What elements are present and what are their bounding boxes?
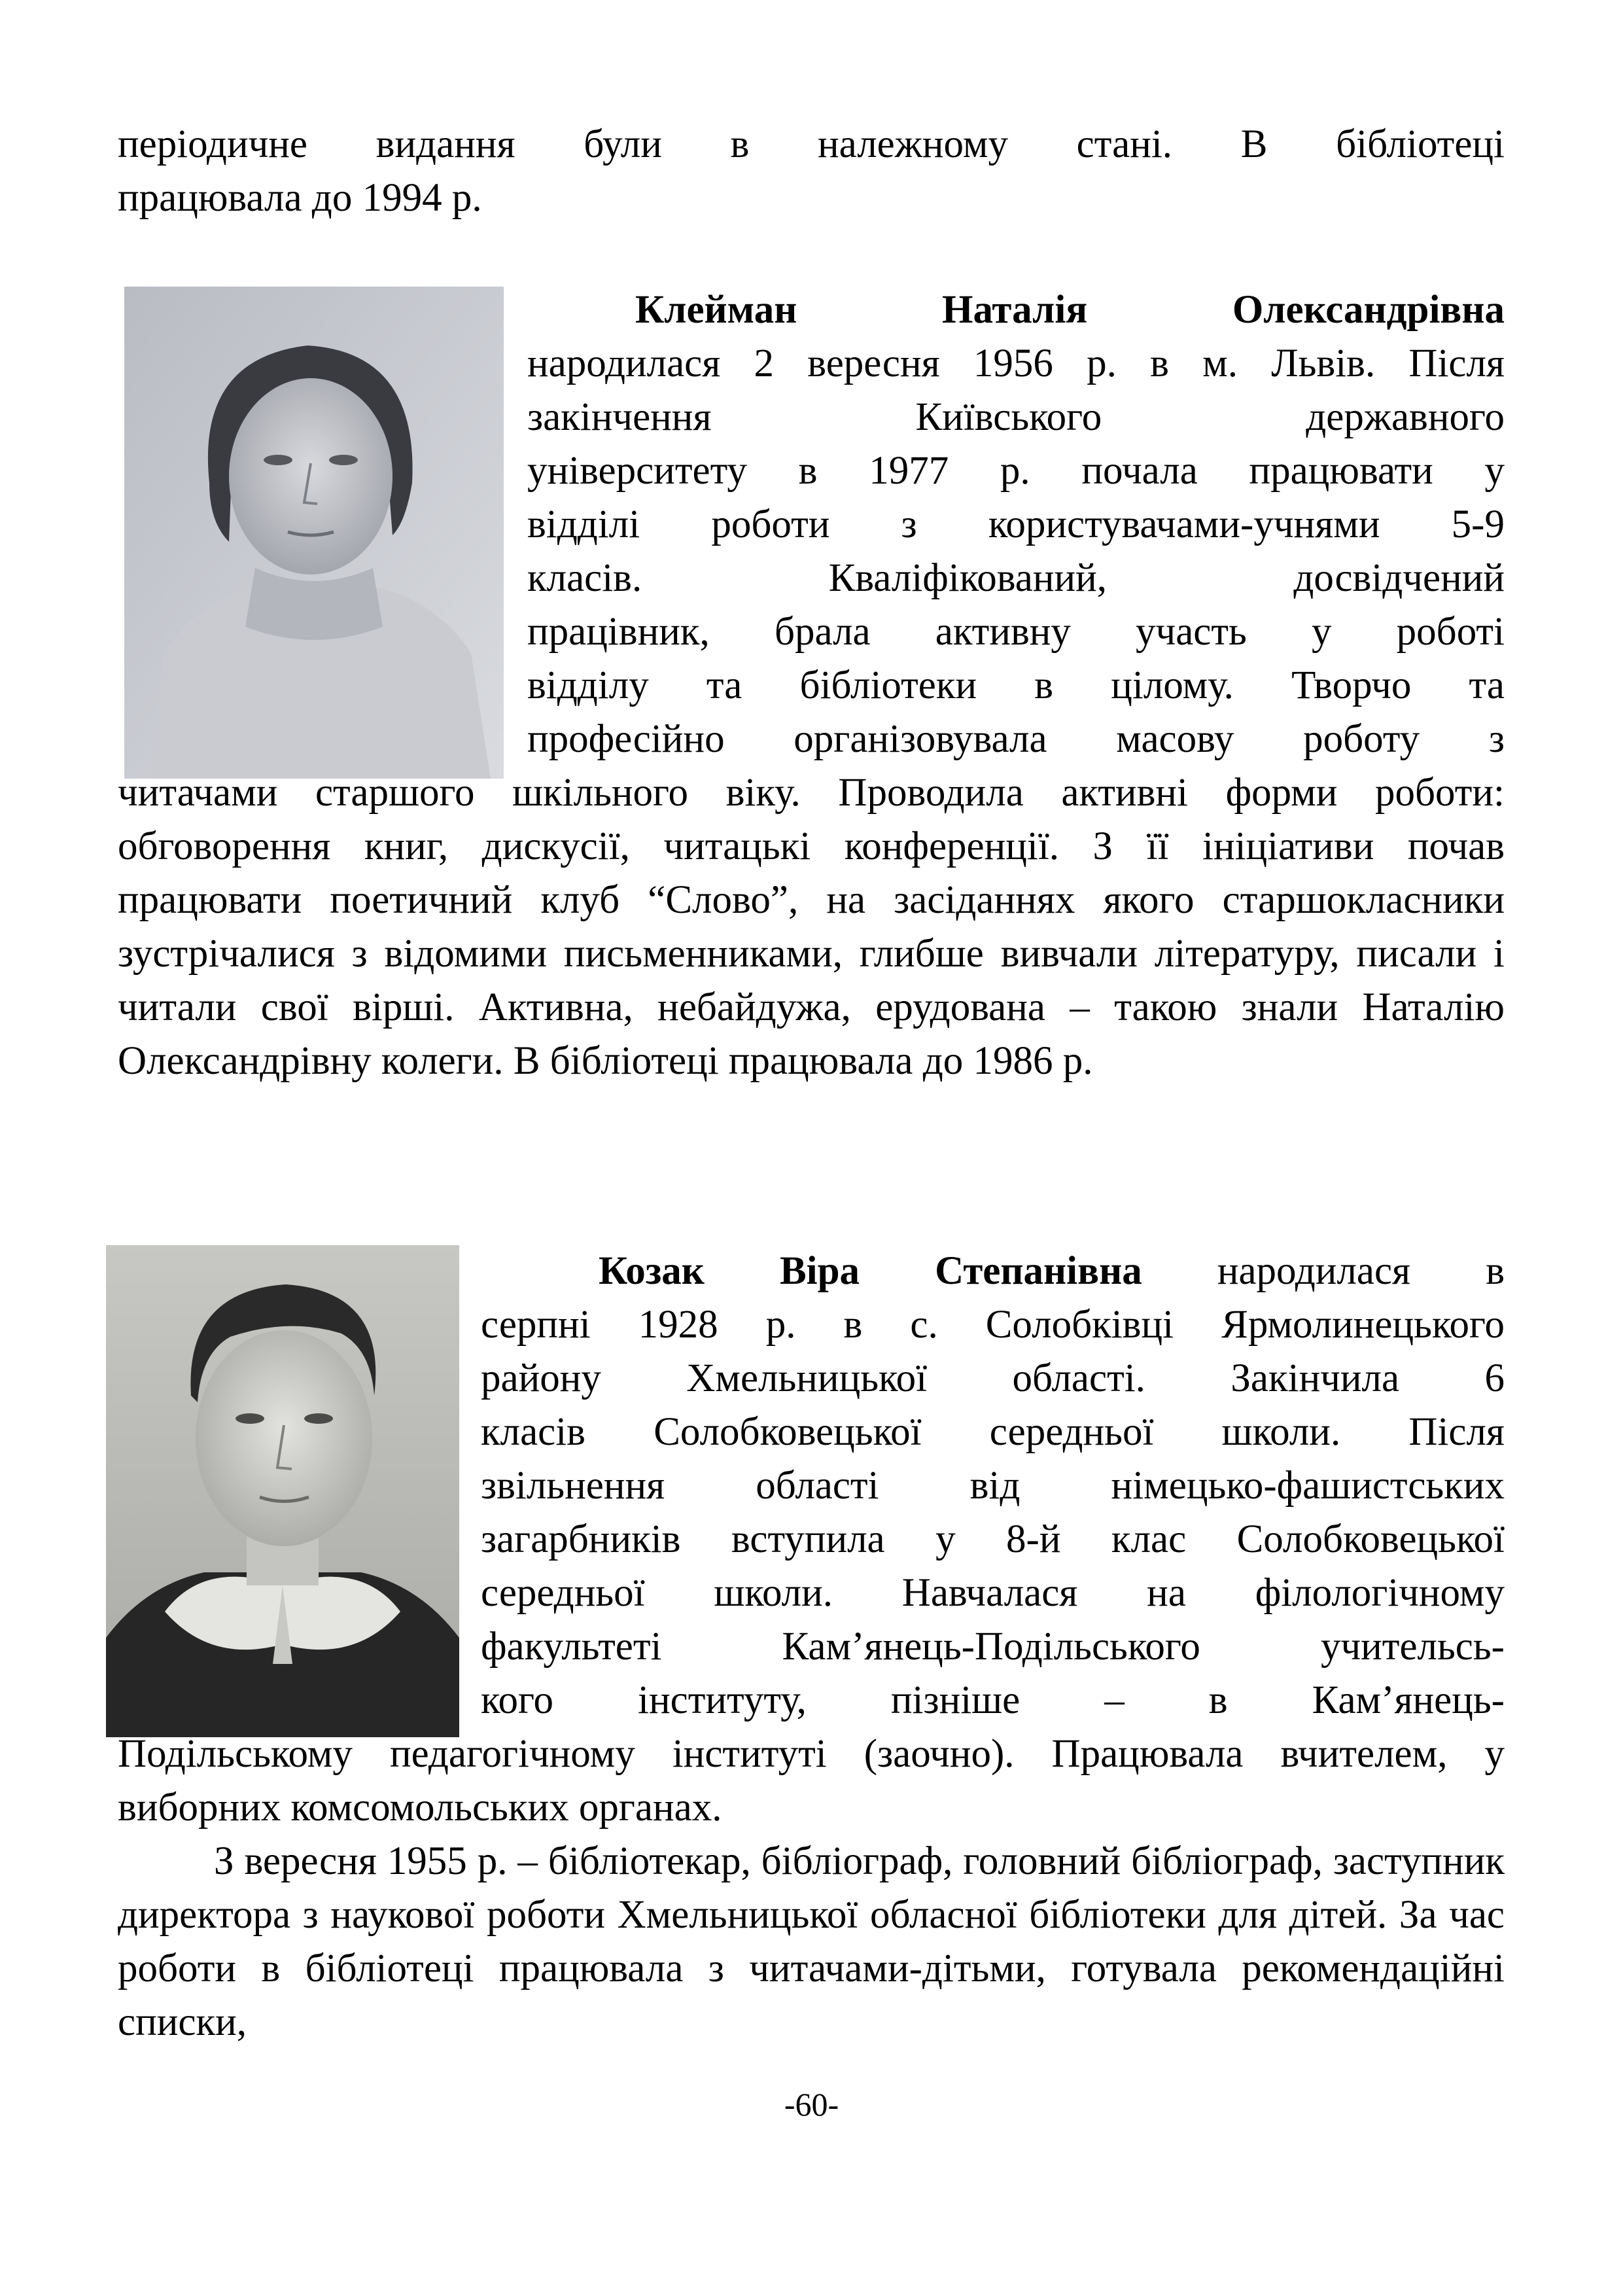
kleyman-line: закінчення Київського державного <box>527 395 1505 439</box>
kozak-first-line <box>481 1245 1505 1298</box>
kozak-bio-continued-text: Подільському педагогічному інституті (заочно). Працювала вчителем, у виборних комсомольських органах. <box>118 1732 1505 1829</box>
intro-paragraph <box>118 118 1505 225</box>
kleyman-bio-continued-text: читачами старшого шкільного віку. Проводила активні форми роботи: обговорення книг, дискусії, читацькі конференції. З її ініціативи почав працювати поетичний клуб “Слово”, на засіданнях якого старшокласники зустрічалися з відомими письменниками, глибше вивчали літературу, писали і читали свої вірші. Активна, небайдужа, ерудована – такою знали Наталію Олександрівну колеги. В бібліотеці працювала до 1986 р. <box>118 771 1505 1083</box>
kozak-name: Козак Віра Степанівна <box>599 1249 1142 1293</box>
kozak-first-line-rest: народилася в <box>1217 1249 1505 1293</box>
kozak-line: кого інституту, пізніше – в Кам’янець- <box>481 1678 1505 1722</box>
kozak-bio-continued <box>118 1727 1505 2049</box>
intro-line-1: періодичне видання були в належному стані. В бібліотеці <box>118 122 1505 166</box>
kleyman-bio-beside-photo <box>527 283 1505 766</box>
kleyman-line: професійно організовувала масову роботу з <box>527 717 1505 761</box>
kleyman-line: відділі роботи з користувачами-учнями 5-9 <box>527 503 1505 546</box>
intro-line-2: працювала до 1994 р. <box>118 176 482 220</box>
kozak-line: звільнення області від німецько-фашистських <box>481 1464 1505 1508</box>
kozak-bio-beside-photo <box>481 1245 1505 1727</box>
page-number: -60- <box>784 2086 839 2123</box>
kleyman-name-text: Клейман Наталія Олександрівна <box>635 288 1505 332</box>
kleyman-line: класів. Кваліфікований, досвідчений <box>527 556 1505 600</box>
kleyman-portrait-photo <box>124 287 504 779</box>
kozak-line: класів Солобковецької середньої школи. Після <box>481 1410 1505 1454</box>
kleyman-name <box>527 283 1505 337</box>
kozak-line: серпні 1928 р. в с. Солобківці Ярмолинецького <box>481 1303 1505 1347</box>
kleyman-line: народилася 2 вересня 1956 р. в м. Львів. Після <box>527 342 1505 385</box>
kleyman-line: відділу та бібліотеки в цілому. Творчо та <box>527 663 1505 707</box>
kleyman-bio-continued <box>118 766 1505 1088</box>
kleyman-line: університету в 1977 р. почала працювати у <box>527 449 1505 493</box>
kozak-line: району Хмельницької області. Закінчила 6 <box>481 1356 1505 1400</box>
kozak-line: середньої школи. Навчалася на філологічному <box>481 1571 1505 1615</box>
kozak-paragraph-2: З вересня 1955 р. – бібліотекар, бібліограф, головний бібліограф, заступник директора з наукової роботи Хмельницької обласної бібліотеки для дітей. За час роботи в бібліотеці працювала з читачами-дітьми, готувала рекомендаційні списки, <box>118 1839 1505 2044</box>
kleyman-line: працівник, брала активну участь у роботі <box>527 610 1505 654</box>
kozak-line: факультеті Кам’янець-Подільського учительсь- <box>481 1625 1505 1669</box>
kozak-portrait-photo <box>106 1245 459 1737</box>
kozak-line: загарбників вступила у 8-й клас Солобковецької <box>481 1517 1505 1561</box>
